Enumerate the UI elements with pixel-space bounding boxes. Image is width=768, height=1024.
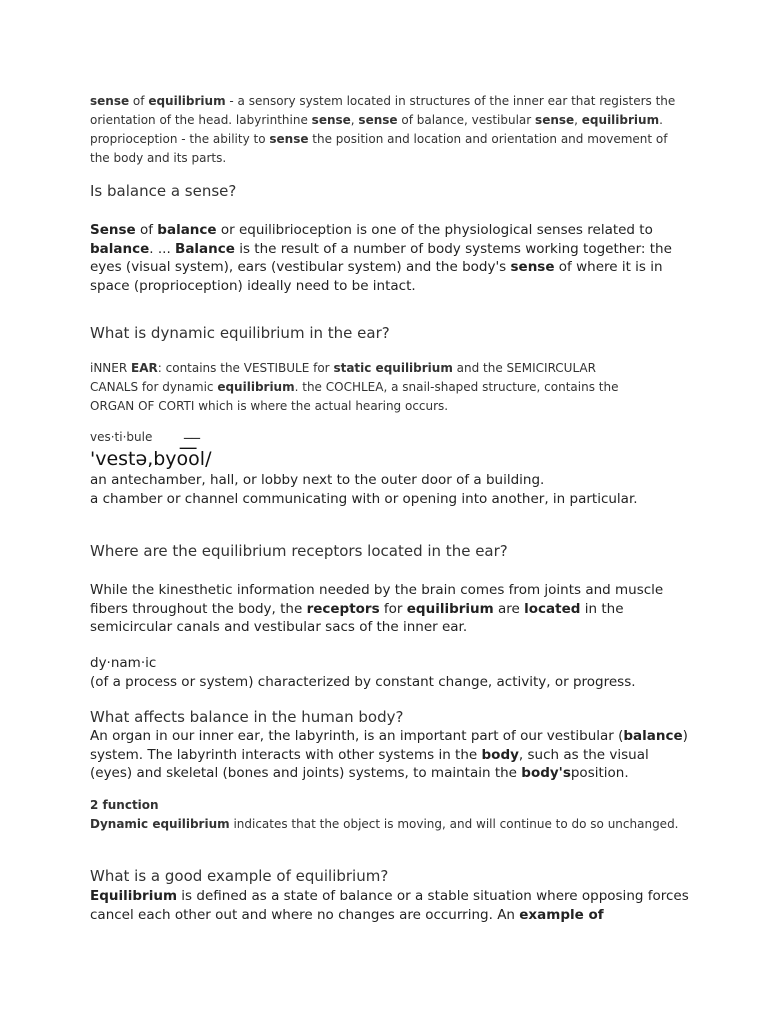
- text-line: space (proprioception) ideally need to be intact.: [90, 277, 416, 294]
- heading-affects-balance: What affects balance in the human body?: [90, 708, 404, 726]
- macron-mark: __: [184, 420, 200, 439]
- text-line: cancel each other out and where no changes are occurring. An example of: [90, 906, 604, 923]
- text-line: eyes (visual system), ears (vestibular system) and the body's sense of where it is in: [90, 259, 663, 275]
- paragraph-sense-of-balance: [90, 221, 690, 295]
- text-line: While the kinesthetic information needed by the brain comes from joints and muscle: [90, 582, 664, 598]
- paragraph-labyrinth: [90, 727, 690, 783]
- text-line: fibers throughout the body, the receptors for equilibrium are located in the: [90, 600, 624, 617]
- definition-line: an antechamber, hall, or lobby next to the outer door of a building.: [90, 472, 545, 488]
- text-line: Dynamic equilibrium indicates that the object is moving, and will continue to do so unchanged.: [90, 817, 679, 831]
- heading-example-equilibrium: What is a good example of equilibrium?: [90, 867, 389, 885]
- heading-equilibrium-receptors: Where are the equilibrium receptors located in the ear?: [90, 542, 508, 560]
- headword: dy·nam·ic: [90, 655, 157, 671]
- text-line: Sense of balance or equilibrioception is one of the physiological senses related to: [90, 222, 653, 238]
- definition-line: a chamber or channel communicating with or opening into another, in particular.: [90, 490, 638, 507]
- paragraph-function: [90, 796, 690, 834]
- pronunciation: 'vestə,byo͞ol/: [90, 448, 212, 470]
- subheading: 2 function: [90, 798, 159, 812]
- paragraph-equilibrium-definition: [90, 887, 690, 924]
- text-line: proprioception - the ability to sense the position and location and orientation and movement of: [90, 132, 668, 146]
- paragraph-receptors: [90, 581, 690, 637]
- definition-dynamic: [90, 654, 690, 691]
- text-line: semicircular canals and vestibular sacs of the inner ear.: [90, 619, 468, 635]
- paragraph-inner-ear: [90, 359, 690, 416]
- text-line: system. The labyrinth interacts with other systems in the body, such as the visual: [90, 746, 649, 763]
- text-line: iNNER EAR: contains the VESTIBULE for static equilibrium and the SEMICIRCULAR: [90, 361, 596, 375]
- text-line: (eyes) and skeletal (bones and joints) systems, to maintain the body'sposition.: [90, 765, 629, 781]
- text-line: the body and its parts.: [90, 151, 227, 165]
- paragraph-sense-of-equilibrium: [90, 92, 690, 168]
- heading-dynamic-equilibrium-ear: What is dynamic equilibrium in the ear?: [90, 324, 390, 342]
- headword: ves·ti·bule __: [90, 420, 200, 444]
- text-line: An organ in our inner ear, the labyrinth, is an important part of our vestibular (balance): [90, 728, 688, 744]
- definition-line: (of a process or system) characterized by constant change, activity, or progress.: [90, 673, 636, 690]
- text-line: sense of equilibrium - a sensory system located in structures of the inner ear that registers the: [90, 94, 676, 108]
- text-line: balance. ... Balance is the result of a number of body systems working together: the: [90, 240, 672, 257]
- text-line: ORGAN OF CORTI which is where the actual hearing occurs.: [90, 399, 449, 413]
- text-line: orientation of the head. labyrinthine sense, sense of balance, vestibular sense, equilibrium.: [90, 113, 663, 127]
- heading-is-balance-a-sense: Is balance a sense?: [90, 182, 237, 200]
- text-line: CANALS for dynamic equilibrium. the COCHLEA, a snail-shaped structure, contains the: [90, 380, 619, 394]
- definition-vestibule: [90, 420, 690, 508]
- text-line: Equilibrium is defined as a state of balance or a stable situation where opposing forces: [90, 888, 689, 904]
